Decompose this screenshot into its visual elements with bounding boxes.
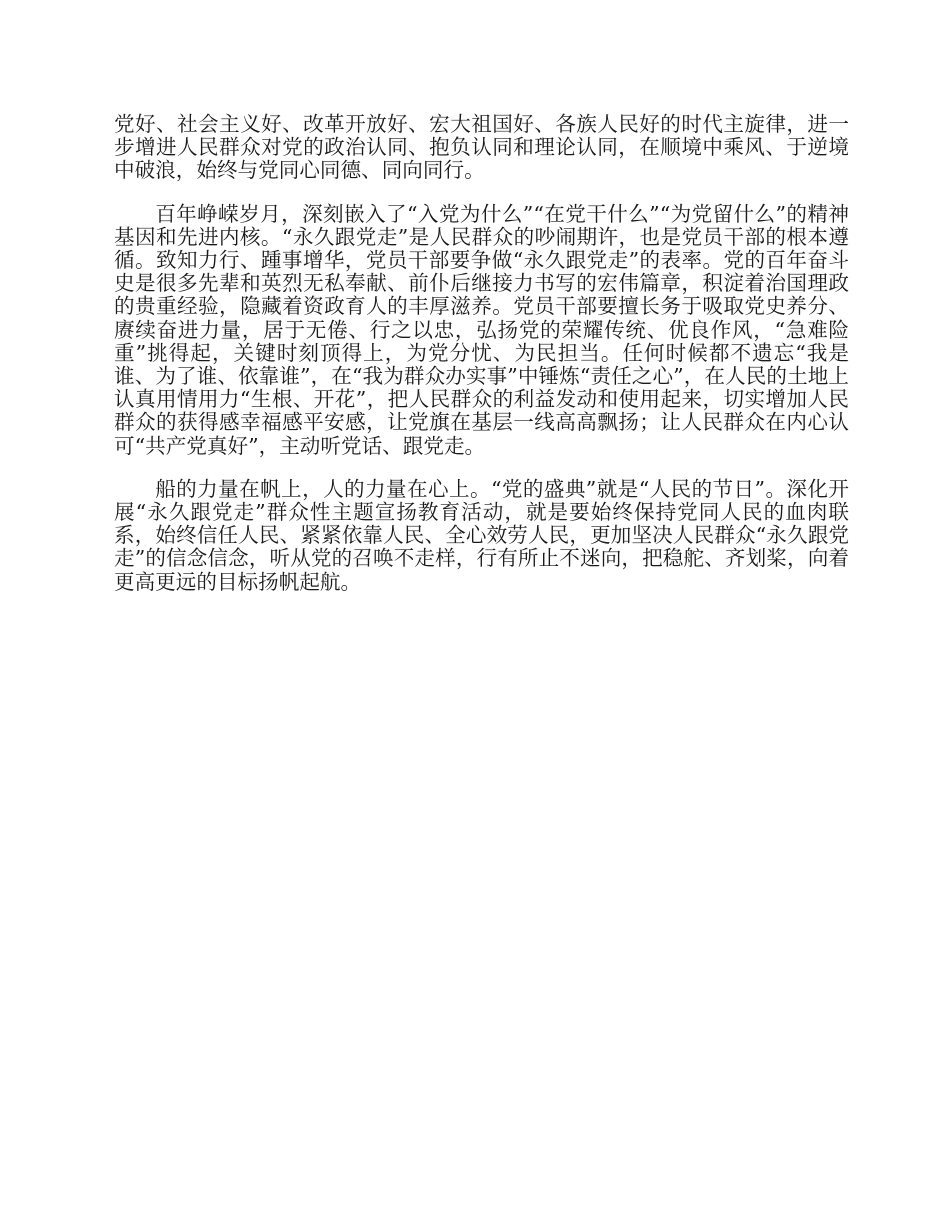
document-body: [114, 113, 849, 614]
paragraph-conclusion: 船的力量在帆上，人的力量在心上。“党的盛典”就是“人民的节日”。深化开展“永久跟党走”群众性主题宣扬教育活动，就是要始终保持党同人民的血肉联系，始终信任人民、紧紧依靠人民、全心效劳人民，更加坚决人民群众“永久跟党走”的信念信念，听从党的召唤不走样，行有所止不迷向，把稳舵、齐划桨，向着更高更远的目标扬帆起航。: [114, 476, 849, 594]
paragraph-party-spirit: 百年峥嵘岁月，深刻嵌入了“入党为什么”“在党干什么”“为党留什么”的精神基因和先进内核。“永久跟党走”是人民群众的吵闹期许，也是党员干部的根本遵循。致知力行、踵事增华，党员干部要争做“永久跟党走”的表率。党的百年奋斗史是很多先辈和英烈无私奉献、前仆后继接力书写的宏伟篇章，积淀着治国理政的贵重经验，隐藏着资政育人的丰厚滋养。党员干部要擅长务于吸取党史养分、赓续奋进力量，居于无倦、行之以忠，弘扬党的荣耀传统、优良作风，“急难险重”挑得起，关键时刻顶得上，为党分忧、为民担当。任何时候都不遗忘“我是谁、为了谁、依靠谁”，在“我为群众办实事”中锤炼“责任之心”，在人民的土地上认真用情用力“生根、开花”，把人民群众的利益发动和使用起来，切实增加人民群众的获得感幸福感平安感，让党旗在基层一线高高飘扬；让人民群众在内心认可“共产党真好”，主动听党话、跟党走。: [114, 201, 849, 458]
paragraph-continuation: 党好、社会主义好、改革开放好、宏大祖国好、各族人民好的时代主旋律，进一步增进人民群众对党的政治认同、抱负认同和理论认同，在顺境中乘风、于逆境中破浪，始终与党同心同德、同向同行。: [114, 112, 849, 183]
